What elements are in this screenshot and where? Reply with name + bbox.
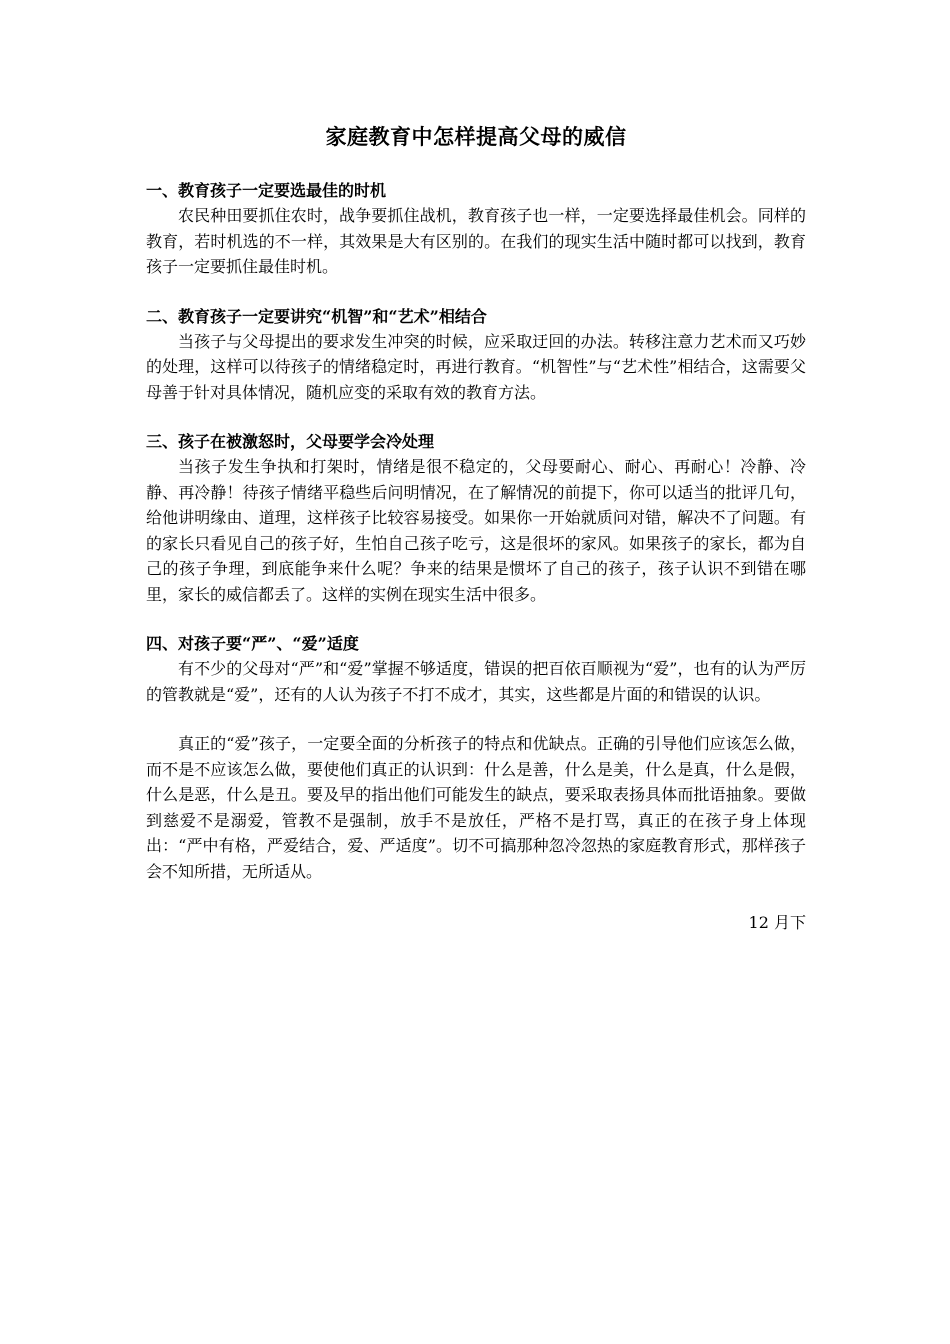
section-heading: 三、孩子在被激怒时，父母要学会冷处理	[146, 432, 435, 451]
section-heading: 二、教育孩子一定要讲究“机智”和“艺术”相结合	[146, 306, 487, 326]
section-4	[146, 631, 806, 884]
section-paragraph: 当孩子与父母提出的要求发生冲突的时候，应采取迂回的办法。转移注意力艺术而又巧妙的处理，这样可以待孩子的情绪稳定时，再进行教育。“机智性”与“艺术性”相结合，这需要父母善于针对具体情况，随机应变的采取有效的教育方法。	[146, 331, 806, 402]
section-paragraph: 农民种田要抓住农时，战争要抓住战机，教育孩子也一样，一定要选择最佳机会。同样的教育，若时机选的不一样，其效果是大有区别的。在我们的现实生活中随时都可以找到，教育孩子一定要抓住最佳时机。	[146, 206, 806, 276]
section-paragraph: 当孩子发生争执和打架时，情绪是很不稳定的，父母要耐心、耐心、再耐心！冷静、冷静、再冷静！待孩子情绪平稳些后问明情况，在了解情况的前提下，你可以适当的批评几句，给他讲明缘由、道理，这样孩子比较容易接受。如果你一开始就质问对错，解决不了问题。有的家长只看见自己的孩子好，生怕自己孩子吃亏，这是很坏的家风。如果孩子的家长，都为自己的孩子争理，到底能争来什么呢？争来的结果是惯坏了自己的孩子，孩子认识不到错在哪里，家长的威信都丢了。这样的实例在现实生活中很多。	[146, 457, 806, 604]
section-heading: 一、教育孩子一定要选最佳的时机	[146, 181, 387, 200]
document-page	[146, 122, 806, 935]
document-signoff: 12 月下	[748, 913, 806, 932]
section-3	[146, 429, 806, 607]
document-title: 家庭教育中怎样提高父母的威信	[325, 124, 627, 149]
section-2	[146, 304, 806, 406]
section-1	[146, 178, 806, 280]
section-paragraph: 真正的“爱”孩子，一定要全面的分析孩子的特点和优缺点。正确的引导他们应该怎么做，而不是不应该怎么做，要使他们真正的认识到：什么是善，什么是美，什么是真，什么是假，什么是恶，什么是丑。要及早的指出他们可能发生的缺点，要采取表扬具体而批语抽象。要做到慈爱不是溺爱，管教不是强制，放手不是放任，严格不是打骂，真正的在孩子身上体现出：“严中有格，严爱结合，爱、严适度”。切不可搞那种忽冷忽热的家庭教育形式，那样孩子会不知所措，无所适从。	[146, 734, 806, 881]
section-paragraph: 有不少的父母对“严”和“爱”掌握不够适度，错误的把百依百顺视为“爱”，也有的认为严厉的管教就是“爱”，还有的人认为孩子不打不成才，其实，这些都是片面的和错误的认识。	[146, 659, 806, 704]
section-heading: 四、对孩子要“严”、“爱”适度	[146, 634, 359, 653]
